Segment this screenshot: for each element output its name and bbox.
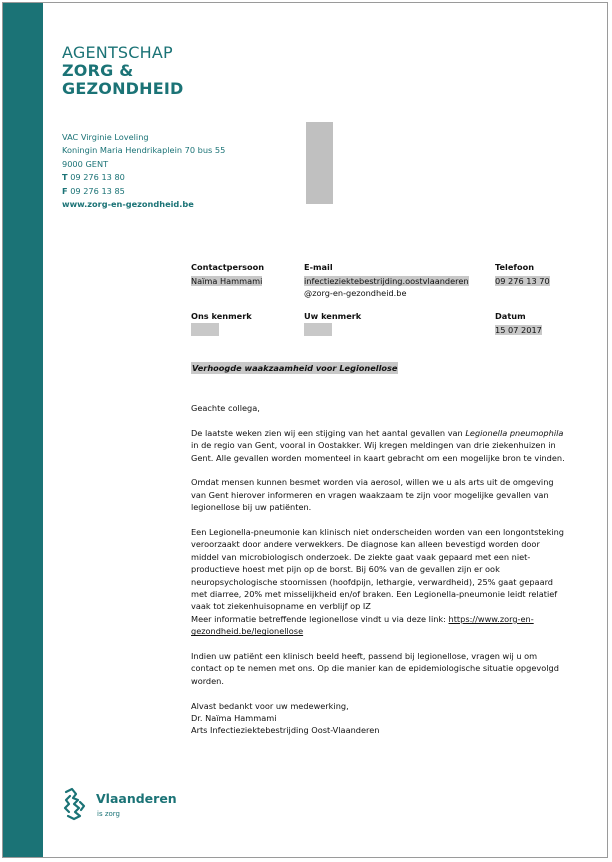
agency-line-2: ZORG & xyxy=(62,61,134,80)
logo-name: Vlaanderen xyxy=(96,791,177,806)
address-city: 9000 GENT xyxy=(62,158,109,169)
agency-line-1: AGENTSCHAP xyxy=(62,43,173,62)
phone-value-text: 09 276 13 70 xyxy=(495,276,550,286)
contact-value xyxy=(191,275,262,287)
sender-address xyxy=(62,131,225,211)
address-phone-row xyxy=(62,171,225,184)
address-street: Koningin Maria Hendrikaplein 70 bus 55 xyxy=(62,145,226,156)
address-fax: 09 276 13 85 xyxy=(70,185,125,196)
closing: Alvast bedankt voor uw medewerking, xyxy=(191,700,349,711)
letter-subject: Verhoogde waakzaamheid voor Legionellose xyxy=(192,363,398,373)
redacted-ref-ours xyxy=(191,323,219,336)
brand-side-bar xyxy=(3,3,43,857)
paragraph-4: Indien uw patiënt een klinisch beeld heeft, passend bij legionellose, vragen wij u om contact op te nemen met ons. Op die manier kan de epidemiologische situatie opgevolgd worden. xyxy=(191,651,559,686)
logo-tagline: is zorg xyxy=(97,810,120,818)
phone-value xyxy=(495,275,550,287)
signer-name: Dr. Naïma Hammami xyxy=(191,713,277,724)
phone-label: T xyxy=(62,172,68,183)
vlaanderen-logo xyxy=(60,786,177,828)
agency-line-3: GEZONDHEID xyxy=(62,79,184,98)
address-website[interactable]: www.zorg-en-gezondheid.be xyxy=(62,199,194,210)
p1-text-a: De laatste weken zien wij een stijging van het aantal gevallen van xyxy=(191,427,466,438)
email-line-2: @zorg-en-gezondheid.be xyxy=(304,288,407,298)
letter-body xyxy=(191,402,569,737)
contact-label: Contactpersoon xyxy=(191,262,265,272)
paragraph-2: Omdat mensen kunnen besmet worden via aerosol, willen we u als arts uit de omgeving van Gent hierover informeren en vragen waakzaam te zijn voor mogelijke gevallen van legionellose bij uw patiënten. xyxy=(191,477,554,513)
redacted-recipient-block xyxy=(306,122,333,204)
greeting: Geachte collega, xyxy=(191,403,260,413)
fax-label: F xyxy=(62,185,68,196)
address-phone: 09 276 13 80 xyxy=(70,172,125,183)
email-label: E-mail xyxy=(304,262,333,272)
redacted-ref-yours xyxy=(304,323,332,336)
paragraph-3 xyxy=(191,526,569,638)
email-value[interactable] xyxy=(304,275,469,299)
date-label: Datum xyxy=(495,311,526,321)
p3-info: Meer informatie betreffende legionellose vindt u via deze link: xyxy=(191,613,449,624)
p1-text-b: in de regio van Gent, vooral in Oostakker. Wij kregen meldingen van drie ziekenhuizen in Gent. Alle gevallen worden momenteel in kaart gebracht om een mogelijke bron te vinden. xyxy=(191,440,565,463)
info-link[interactable]: https://www.zorg-en-gezondheid.be/legionellose xyxy=(191,613,534,637)
address-fax-row xyxy=(62,185,225,198)
signer-title: Arts Infectieziektebestrijding Oost-Vlaanderen xyxy=(191,725,380,736)
p3-text: Een Legionella-pneumonie kan klinisch niet onderscheiden worden van een longontsteking veroorzaakt door andere verwekkers. De diagnose kan alleen bevestigd worden door middel van microbiologisch onderzoek. De ziekte gaat vaak gepaard met een niet-productieve hoest met pijn op de borst. Bij 60% van de gevallen zijn er ook neuropsychologische stoornissen (hoofdpijn, lethargie, verwardheid), 25% gaat gepaard met diarree, 20% met misselijkheid en/of braken. Een Legionella-pneumonie leidt relatief vaak tot ziekenhuisopname en verblijf op IZ xyxy=(191,527,564,612)
contact-value-text: Naïma Hammami xyxy=(191,276,263,286)
address-org: VAC Virginie Loveling xyxy=(62,132,149,142)
ref-yours-label: Uw kenmerk xyxy=(304,311,362,321)
date-value xyxy=(495,324,542,336)
paragraph-1 xyxy=(191,427,569,464)
agency-name xyxy=(62,44,184,98)
p1-italic-organism: Legionella pneumophila xyxy=(465,427,564,438)
email-line-1: infectieziektebestrijding.oostvlaanderen xyxy=(304,276,469,286)
flemish-lion-icon xyxy=(60,786,92,824)
ref-ours-label: Ons kenmerk xyxy=(191,311,252,321)
phone-label-meta: Telefoon xyxy=(495,262,535,272)
date-value-text: 15 07 2017 xyxy=(495,325,542,335)
